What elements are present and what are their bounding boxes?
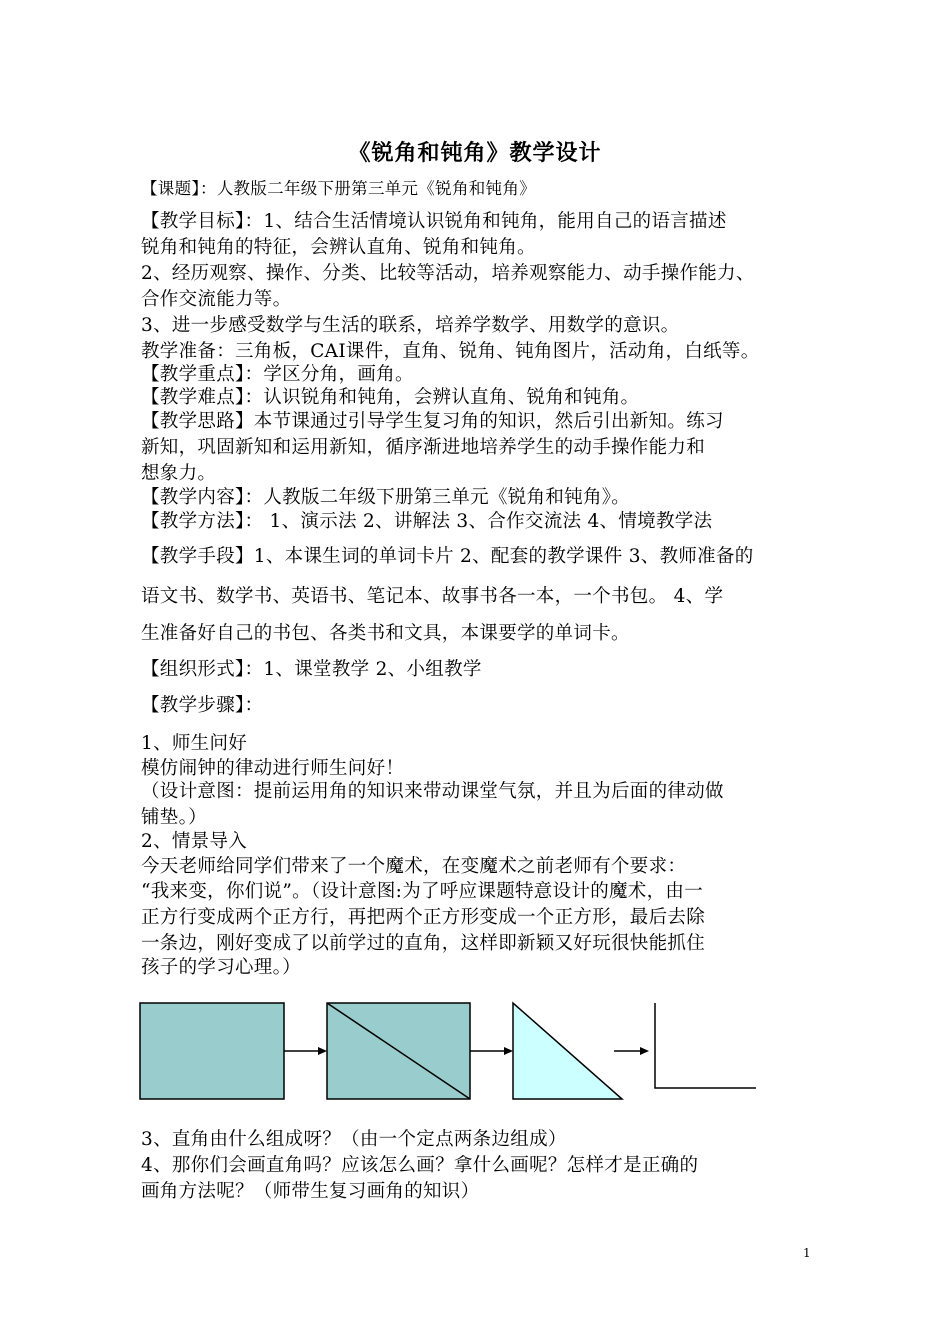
text-line: 想象力。 [141, 463, 217, 484]
text-line: 教学准备：三角板，CAI课件，直角、锐角、钝角图片，活动角，白纸等。 [141, 341, 760, 362]
text-line: 模仿闹钟的律动进行师生问好！ [141, 758, 405, 779]
text-line: 【教学重点】：学区分角，画角。 [141, 364, 414, 385]
text-line: “我来变，你们说”。（设计意图:为了呼应课题特意设计的魔术，由一 [141, 881, 704, 902]
text-line: 【教学目标】：1、结合生活情境认识锐角和钝角，能用自己的语言描述 [141, 211, 727, 232]
document-title: 《锐角和钝角》教学设计 [348, 141, 602, 166]
text-line: 【教学内容】：人教版二年级下册第三单元《锐角和钝角》。 [141, 487, 631, 508]
text-line: 今天老师给同学们带来了一个魔术，在变魔术之前老师有个要求： [141, 856, 687, 877]
text-line: 画角方法呢？（师带生复习画角的知识） [141, 1181, 480, 1202]
text-line: 生准备好自己的书包、各类书和文具，本课要学的单词卡。 [141, 623, 630, 644]
arrow-icon [614, 1047, 649, 1055]
text-line: 【教学步骤】： [141, 695, 264, 716]
text-line: 【教学手段】1、本课生词的单词卡片 2、配套的教学课件 3、教师准备的 [141, 546, 754, 567]
text-line: 语文书、数学书、英语书、笔记本、故事书各一本，一个书包。 4、学 [141, 586, 724, 607]
text-line: 3、进一步感受数学与生活的联系，培养学数学、用数学的意识。 [141, 315, 680, 336]
text-line: 正方行变成两个正方行，再把两个正方形变成一个正方形，最后去除 [141, 907, 706, 928]
text-line: 【组织形式】：1、课堂教学 2、小组教学 [141, 659, 482, 680]
split-square-shape [327, 1003, 470, 1099]
text-line: 4、那你们会画直角吗？应该怎么画？拿什么画呢？怎样才是正确的 [141, 1155, 699, 1176]
text-line: 铺垫。） [141, 807, 207, 828]
square-shape [140, 1003, 284, 1099]
right-triangle-shape [513, 1003, 622, 1099]
text-line: 【教学思路】本节课通过引导学生复习角的知识，然后引出新知。练习 [141, 411, 724, 432]
text-line: 【教学方法】： 1、演示法 2、讲解法 3、合作交流法 4、情境教学法 [141, 511, 713, 532]
right-angle-shape [655, 1003, 756, 1088]
arrow-icon [470, 1047, 513, 1055]
arrow-icon [284, 1047, 327, 1055]
text-line: 锐角和钝角的特征，会辨认直角、锐角和钝角。 [141, 237, 536, 258]
text-line: 3、直角由什么组成呀？（由一个定点两条边组成） [141, 1129, 567, 1150]
page-number: 1 [803, 1246, 811, 1260]
square-to-angle-diagram [136, 996, 776, 1106]
text-line: 孩子的学习心理。） [141, 957, 301, 978]
text-line: 合作交流能力等。 [141, 289, 292, 310]
text-line: 一条边，刚好变成了以前学过的直角，这样即新颖又好玩很快能抓住 [141, 933, 706, 954]
text-line: （设计意图：提前运用角的知识来带动课堂气氛，并且为后面的律动做 [141, 781, 724, 802]
text-line: 新知，巩固新知和运用新知，循序渐进地培养学生的动手操作能力和 [141, 437, 706, 458]
text-line: 1、师生问好 [141, 733, 248, 754]
text-line: 2、情景导入 [141, 831, 248, 852]
text-line: 2、经历观察、操作、分类、比较等活动，培养观察能力、动手操作能力、 [141, 263, 755, 284]
text-line: 【课题】：人教版二年级下册第三单元《锐角和钝角》 [141, 179, 536, 198]
text-line: 【教学难点】：认识锐角和钝角，会辨认直角、锐角和钝角。 [141, 387, 640, 408]
